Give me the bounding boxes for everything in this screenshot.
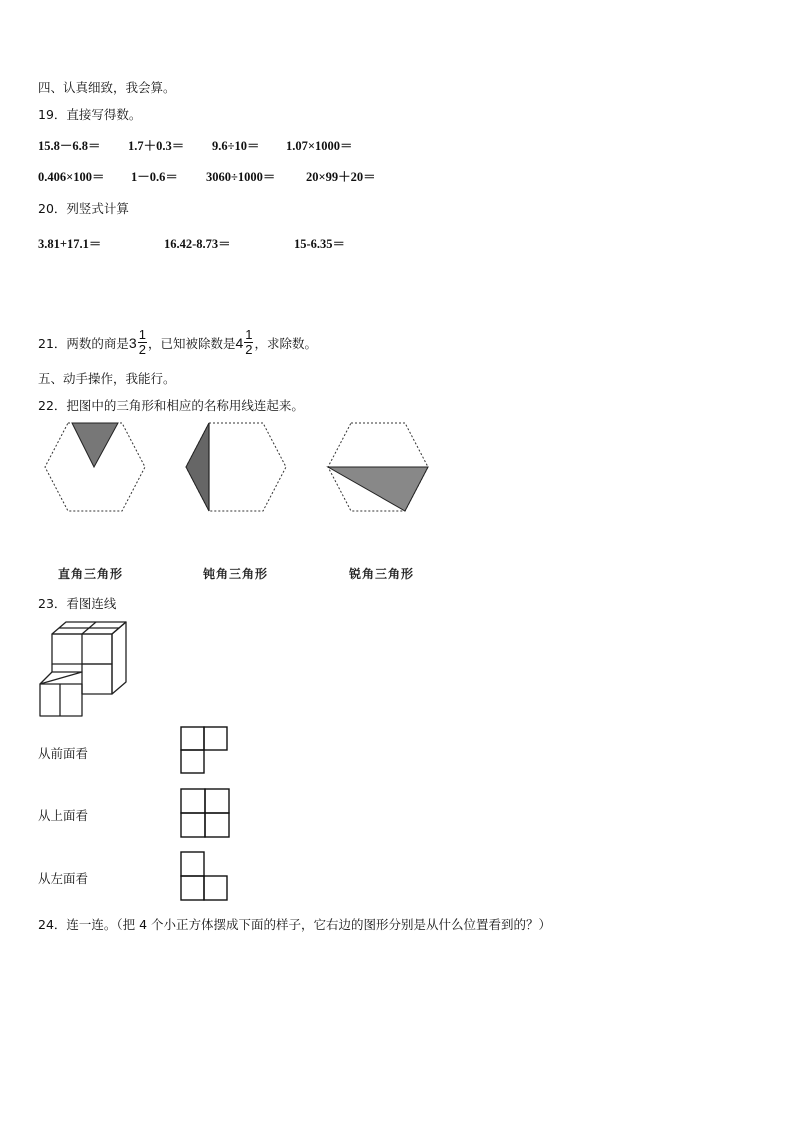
question-19-label: 19．直接写得数。 [38, 107, 142, 122]
mixed-fraction: 3 $\frac{1}{2}$ [128, 327, 146, 357]
vertical-calc-item: 3.81+17.1＝ [38, 237, 102, 251]
section-heading-5: 五、动手操作，我能行。 [38, 371, 176, 386]
cube-stack-figure [38, 620, 133, 718]
question-22-label: 22．把图中的三角形和相应的名称用线连起来。 [38, 398, 304, 413]
oral-calc-item: 20×99＋20＝ [306, 170, 376, 184]
oral-calc-item: 3060÷1000＝ [206, 170, 276, 184]
oral-calc-item: 1.7＋0.3＝ [128, 139, 185, 153]
oral-calc-item: 1.07×1000＝ [286, 139, 353, 153]
view-shape-3 [180, 851, 230, 903]
oral-calc-item: 1－0.6＝ [131, 170, 178, 184]
hexagon-figure-2 [184, 421, 288, 513]
question-21-prefix: 21．两数的商是 [38, 335, 129, 351]
mixed-fraction: 4 $\frac{1}{2}$ [235, 327, 253, 357]
vertical-calc-item: 15-6.35＝ [294, 237, 346, 251]
oral-calc-item: 0.406×100＝ [38, 170, 105, 184]
vertical-calc-item: 16.42-8.73＝ [164, 237, 231, 251]
section-heading-4: 四、认真细致，我会算。 [38, 80, 176, 95]
triangle-name-right: 直角三角形 [58, 567, 124, 581]
view-label-front: 从前面看 [38, 746, 89, 761]
view-label-left: 从左面看 [38, 871, 89, 886]
question-21-middle: ，已知被除数是 [147, 335, 236, 351]
oral-calc-item: 15.8－6.8＝ [38, 139, 101, 153]
oral-calc-item: 9.6÷10＝ [212, 139, 260, 153]
triangle-name-acute: 锐角三角形 [349, 567, 415, 581]
question-24-label: 24．连一连。（把 4 个小正方体摆成下面的样子，它右边的图形分别是从什么位置看到的？） [38, 917, 552, 932]
question-20-label: 20．列竖式计算 [38, 201, 129, 216]
question-21 [38, 328, 317, 357]
view-shape-1 [180, 726, 230, 776]
view-shape-2 [180, 788, 232, 840]
hexagon-figure-3 [326, 421, 430, 513]
view-label-top: 从上面看 [38, 808, 89, 823]
question-23-label: 23．看图连线 [38, 596, 117, 611]
triangle-name-obtuse: 钝角三角形 [203, 567, 269, 581]
question-21-suffix: ，求除数。 [254, 335, 317, 351]
hexagon-figure-1 [43, 421, 147, 513]
